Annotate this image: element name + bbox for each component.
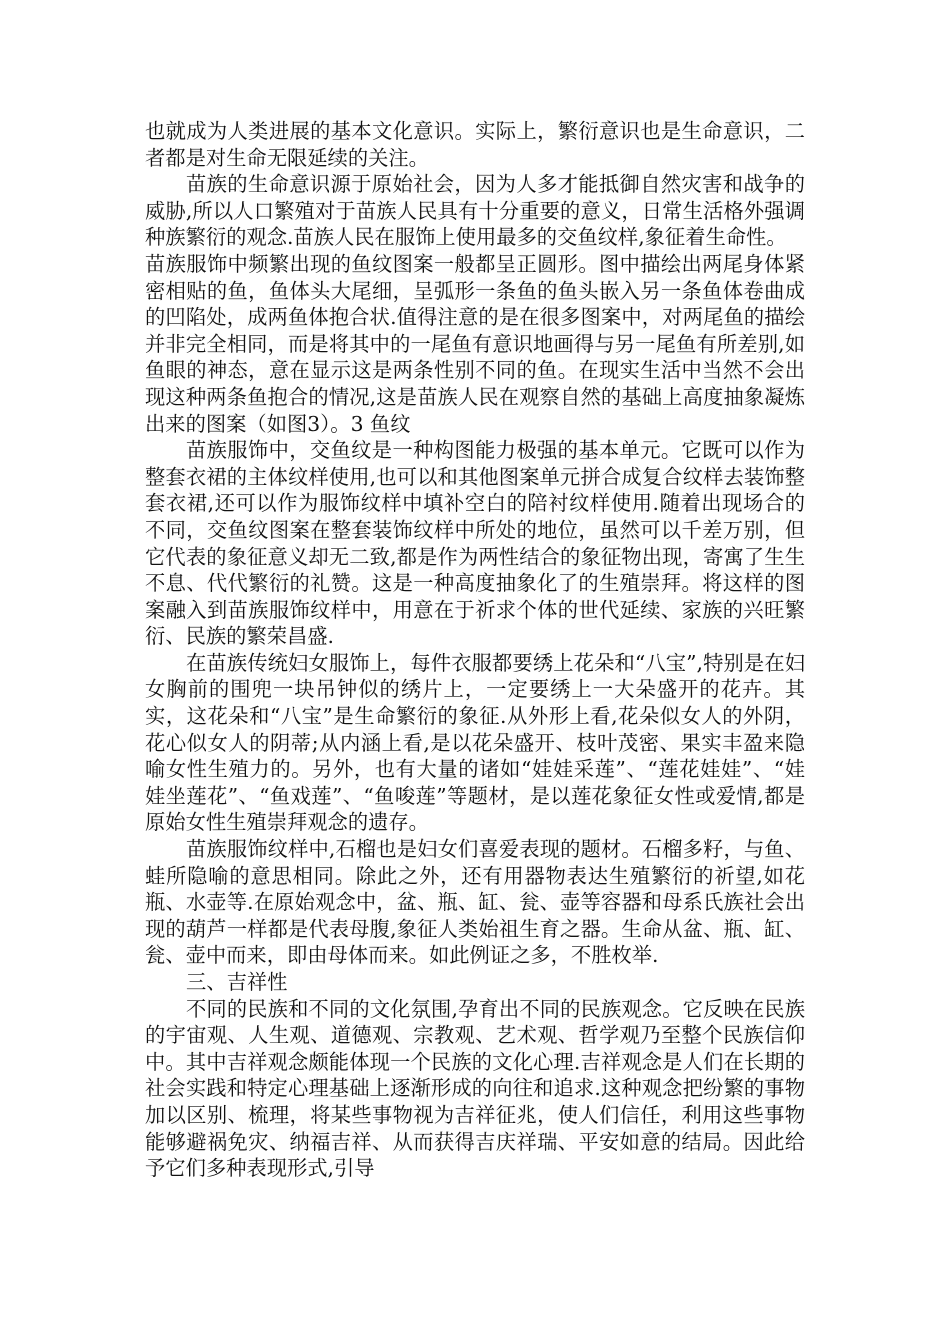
document-page: [145, 118, 805, 1182]
paragraph-7: 不同的民族和不同的文化氛围,孕育出不同的民族观念。它反映在民族的宇宙观、人生观、道德观、宗教观、艺术观、哲学观乃至整个民族信仰中。其中吉祥观念颇能体现一个民族的文化心理.吉祥观念是人们在长期的社会实践和特定心理基础上逐渐形成的向往和追求.这种观念把纷繁的事物加以区别、梳理，将某些事物视为吉祥征兆，使人们信任，利用这些事物能够避祸免灾、纳福吉祥、从而获得吉庆祥瑞、平安如意的结局。因此给予它们多种表现形式,引导: [145, 996, 805, 1181]
paragraph-5: 在苗族传统妇女服饰上，每件衣服都要绣上花朵和“八宝”,特别是在妇女胸前的围兜一块吊钟似的绣片上，一定要绣上一大朵盛开的花卉。其实，这花朵和“八宝”是生命繁衍的象征.从外形上看,花朵似女人的外阴，花心似女人的阴蒂;从内涵上看,是以花朵盛开、枝叶茂密、果实丰盈来隐喻女性生殖力的。另外，也有大量的诸如“娃娃采莲”、“莲花娃娃”、“娃娃坐莲花”、“鱼戏莲”、“鱼唆莲”等题材，是以莲花象征女性或爱情,都是原始女性生殖崇拜观念的遗存。: [145, 650, 805, 835]
section-heading-auspiciousness: 三、吉祥性: [186, 970, 288, 994]
paragraph-6: 苗族服饰纹样中,石榴也是妇女们喜爱表现的题材。石榴多籽，与鱼、蛙所隐喻的意思相同。除此之外，还有用器物表达生殖繁衍的祈望,如花瓶、水壶等.在原始观念中，盆、瓶、缸、瓮、壶等容器和母系氏族社会出现的葫芦一样都是代表母腹,象征人类始祖生育之器。生命从盆、瓶、缸、瓮、壶中而来，即由母体而来。如此例证之多，不胜枚举.: [145, 837, 805, 968]
paragraph-2: 苗族的生命意识源于原始社会，因为人多才能抵御自然灾害和战争的威胁,所以人口繁殖对于苗族人民具有十分重要的意义，日常生活格外强调种族繁衍的观念.苗族人民在服饰上使用最多的交鱼纹样,象征着生命性。: [145, 172, 805, 250]
paragraph-4: 苗族服饰中，交鱼纹是一种构图能力极强的基本单元。它既可以作为整套衣裙的主体纹样使用,也可以和其他图案单元拼合成复合纹样去装饰整套衣裙,还可以作为服饰纹样中填补空白的陪衬纹样使用.随着出现场合的不同，交鱼纹图案在整套装饰纹样中所处的地位，虽然可以千差万别，但它代表的象征意义却无二致,都是作为两性结合的象征物出现，寄寓了生生不息、代代繁衍的礼赞。这是一种高度抽象化了的生殖崇拜。将这样的图案融入到苗族服饰纹样中，用意在于祈求个体的世代延续、家族的兴旺繁衍、民族的繁荣昌盛.: [145, 438, 805, 649]
paragraph-1: 也就成为人类进展的基本文化意识。实际上，繁衍意识也是生命意识，二者都是对生命无限延续的关注。: [145, 119, 805, 170]
paragraph-3: 苗族服饰中频繁出现的鱼纹图案一般都呈正圆形。图中描绘出两尾身体紧密相贴的鱼，鱼体头大尾细，呈弧形一条鱼的鱼头嵌入另一条鱼体卷曲成的凹陷处，成两鱼体抱合状.值得注意的是在很多图案中，对两尾鱼的描绘并非完全相同，而是将其中的一尾鱼有意识地画得与另一尾鱼有所差别,如鱼眼的神态，意在显示这是两条性别不同的鱼。在现实生活中当然不会出现这种两条鱼抱合的情况,这是苗族人民在观察自然的基础上高度抽象凝炼出来的图案（如图3）。3 鱼纹: [145, 251, 805, 436]
